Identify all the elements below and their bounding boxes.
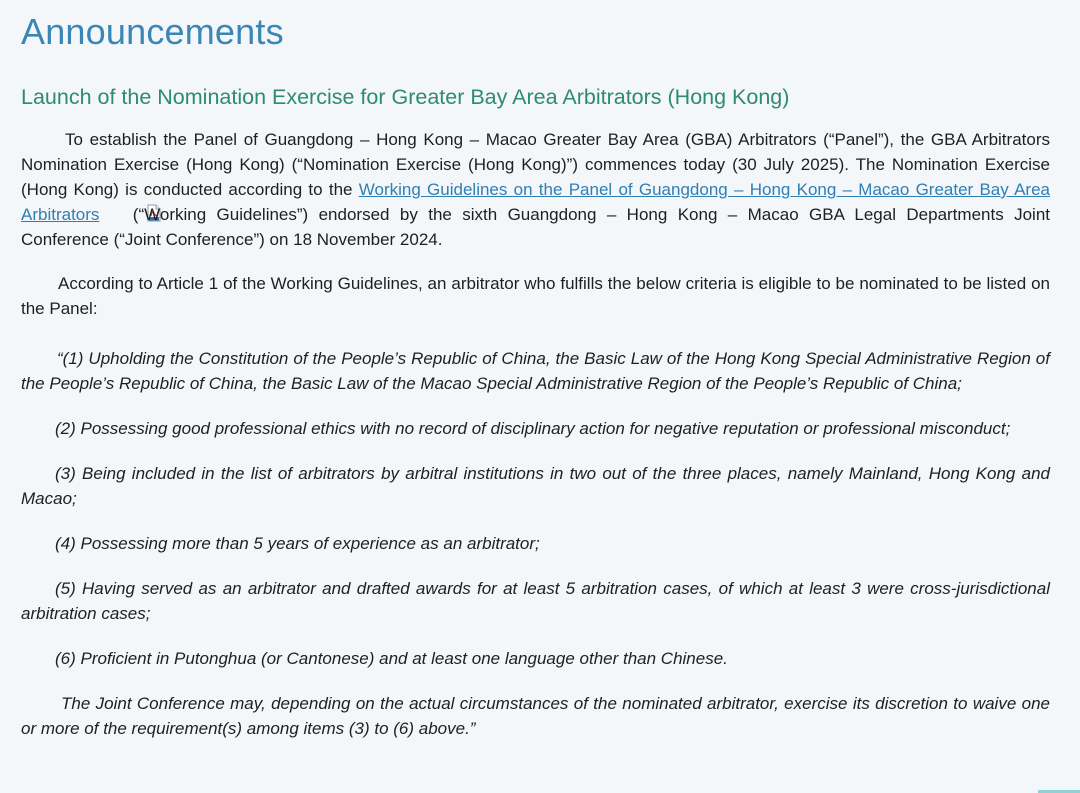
working-guidelines-link[interactable]: Working Guidelines on the Panel of Guangdong – Hong Kong – Macao Greater Bay Area Arbitrators [21,180,1050,224]
intro-paragraph [21,127,1050,252]
intro-text-after-link: (“Working Guidelines”) endorsed by the sixth Guangdong – Hong Kong – Macao GBA Legal Departments Joint Conference (“Joint Conference”) on 18 November 2024. [21,205,1050,249]
criterion-4: (4) Possessing more than 5 years of experience as an arbitrator; [55,534,540,553]
criterion-6: (6) Proficient in Putonghua (or Cantonese) and at least one language other than Chinese. [55,649,728,668]
announcement-heading: Launch of the Nomination Exercise for Greater Bay Area Arbitrators (Hong Kong) [21,85,790,109]
closing-paragraph: The Joint Conference may, depending on the actual circumstances of the nominated arbitrator, exercise its discretion to waive one or more of the requirement(s) among items (3) to (6) above.” [21,694,1050,738]
announcements-page [21,0,1050,741]
criterion-5: (5) Having served as an arbitrator and drafted awards for at least 5 arbitration cases, of which at least 3 were cross-jurisdictional arbitration cases; [21,579,1050,623]
criterion-3: (3) Being included in the list of arbitrators by arbitral institutions in two out of the three places, namely Mainland, Hong Kong and Macao; [21,464,1050,508]
page-title: Announcements [21,11,284,52]
criterion-1: “(1) Upholding the Constitution of the People’s Republic of China, the Basic Law of the Hong Kong Special Administrative Region of the People’s Republic of China, the Basic Law of the Macao Special Administrative Region of the People’s Republic of China; [21,349,1050,393]
criteria-intro: According to Article 1 of the Working Guidelines, an arbitrator who fulfills the below criteria is eligible to be nominated to be listed on the Panel: [21,274,1050,318]
criterion-2: (2) Possessing good professional ethics with no record of disciplinary action for negative reputation or professional misconduct; [55,419,1011,438]
intro-text-before-link: To establish the Panel of Guangdong – Hong Kong – Macao Greater Bay Area (GBA) Arbitrators (“Panel”), the GBA Arbitrators Nomination Exercise (Hong Kong) (“Nomination Exercise (Hong Kong)”) commences today (30 July 2025). The Nomination Exercise (Hong Kong) is conducted according to the [21,130,1050,199]
pdf-file-icon[interactable] [102,204,118,222]
